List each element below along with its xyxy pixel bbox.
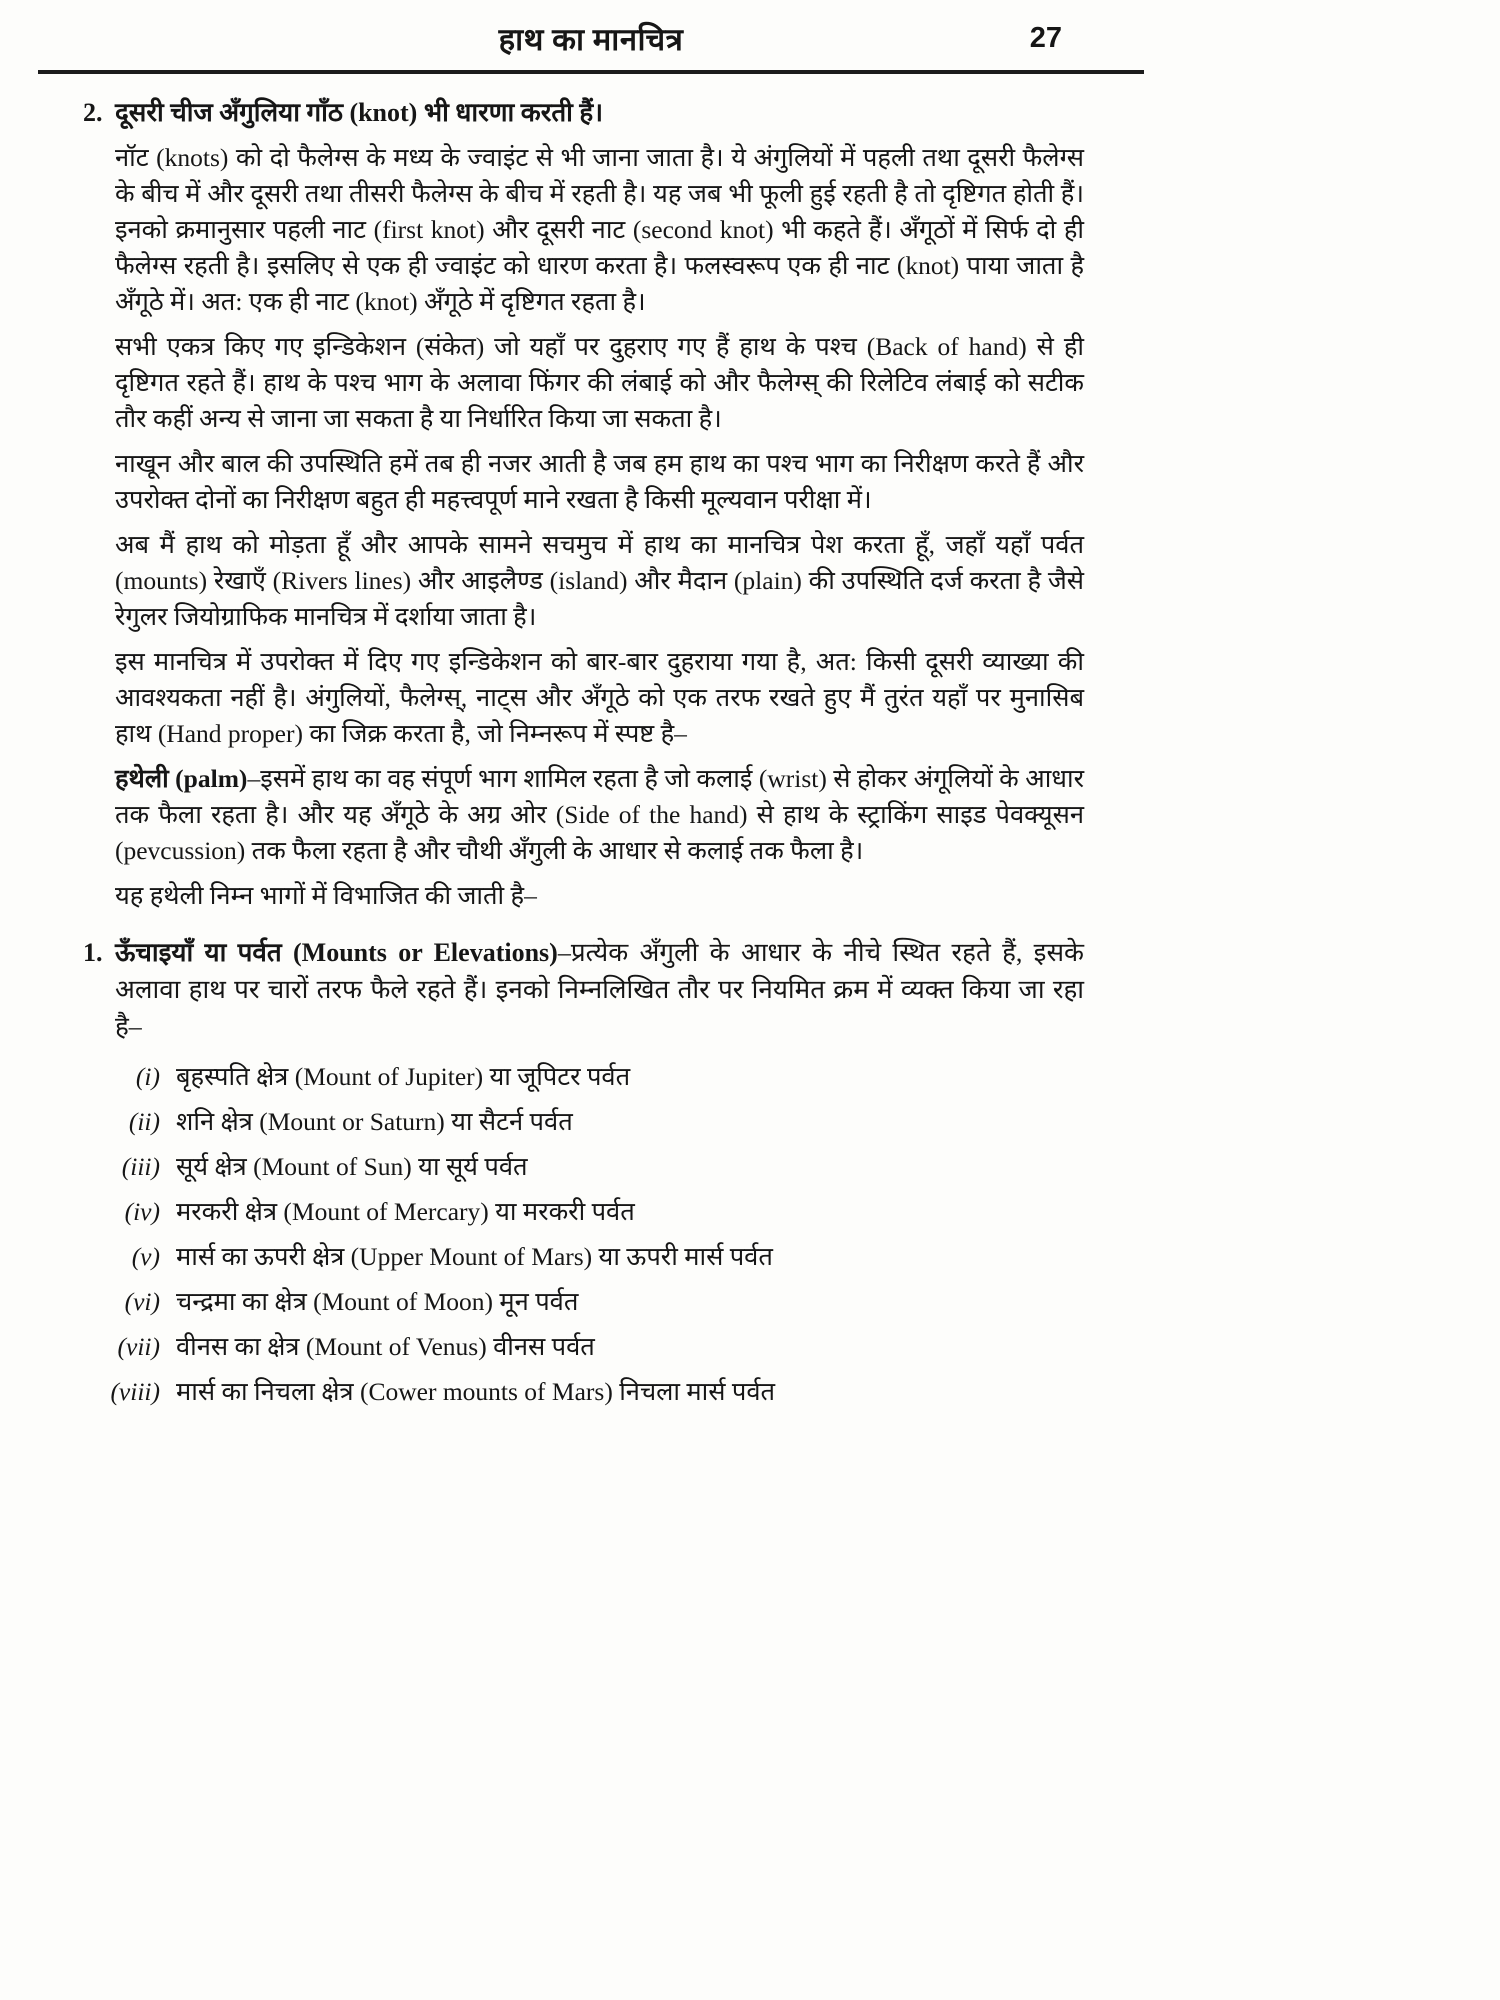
list-item	[38, 1374, 1084, 1409]
page-header	[38, 18, 1144, 66]
section-heading-text: दूसरी चीज अँगुलिया गाँठ (knot) भी धारणा करती हैं।	[115, 98, 604, 127]
list-item	[38, 1284, 1084, 1319]
paragraph-palm	[115, 761, 1084, 869]
section-number: 2.	[83, 98, 103, 127]
list-item	[38, 1194, 1084, 1229]
section-number: 1.	[83, 938, 103, 967]
paragraph-hand-proper: इस मानचित्र में उपरोक्त में दिए गए इन्डिकेशन को बार-बार दुहराया गया है, अत: किसी दूसरी व्याख्या की आवश्यकता नहीं है। अंगुलियों, फैलेग्स्, नाट्स और अँगूठे को एक तरफ रखते हुए मैं तुरंत यहाँ पर मुनासिब हाथ (Hand proper) का जिक्र करता है, जो निम्नरूप में स्पष्ट है–	[115, 647, 1084, 748]
list-item	[38, 1059, 1084, 1094]
list-item-text: मार्स का निचला क्षेत्र (Cower mounts of Mars) निचला मार्स पर्वत	[176, 1377, 776, 1406]
transition-line: यह हथेली निम्न भागों में विभाजित की जाती है–	[115, 881, 537, 910]
list-item-text: वीनस का क्षेत्र (Mount of Venus) वीनस पर्वत	[176, 1332, 595, 1361]
paragraph-knots: नॉट (knots) को दो फैलेग्स के मध्य के ज्वाइंट से भी जाना जाता है। ये अंगुलियों में पहली तथा दूसरी फैलेग्स के बीच में और दूसरी तथा तीसरी फैलेग्स के बीच में रहती है। यह जब भी फूली हुई रहती है तो दृष्टिगत होती हैं। इनको क्रमानुसार पहली नाट (first knot) और दूसरी नाट (second knot) भी कहते हैं। अँगूठों में सिर्फ दो ही फैलेग्स रहती है। इसलिए से एक ही ज्वाइंट को धारण करता है। फलस्वरूप एक ही नाट (knot) पाया जाता है अँगूठे में। अत: एक ही नाट (knot) अँगूठे में दृष्टिगत रहता है।	[115, 143, 1084, 316]
list-item-numeral: (ii)	[128, 1107, 160, 1136]
list-item	[38, 1149, 1084, 1184]
page-content	[38, 18, 1144, 1409]
list-item-text: चन्द्रमा का क्षेत्र (Mount of Moon) मून पर्वत	[176, 1287, 579, 1316]
list-item-numeral: (iii)	[121, 1152, 160, 1181]
page-number: 27	[1029, 22, 1062, 54]
header-rule	[38, 70, 1144, 74]
list-item-text: बृहस्पति क्षेत्र (Mount of Jupiter) या जूपिटर पर्वत	[176, 1062, 631, 1091]
list-item	[38, 1104, 1084, 1139]
mounts-body: –प्रत्येक अँगुली के आधार के नीचे स्थित रहते हैं, इसके अलावा हाथ पर चारों तरफ फैले रहते हैं। इनको निम्नलिखित तौर पर नियमित क्रम में व्यक्त किया जा रहा है–	[115, 938, 1084, 1041]
mounts-lead: ऊँचाइयाँ या पर्वत (Mounts or Elevations)	[115, 938, 558, 967]
list-item-text: मरकरी क्षेत्र (Mount of Mercary) या मरकरी पर्वत	[176, 1197, 635, 1226]
list-item-numeral: (i)	[135, 1062, 160, 1091]
paragraph-hand-map: अब मैं हाथ को मोड़ता हूँ और आपके सामने सचमुच में हाथ का मानचित्र पेश करता हूँ, जहाँ यहाँ पर्वत (mounts) रेखाएँ (Rivers lines) और आइलैण्ड (island) और मैदान (plain) की उपस्थिति दर्ज करता है जैसे रेगुलर जियोग्राफिक मानचित्र में दर्शाया जाता है।	[115, 530, 1084, 631]
list-item-numeral: (viii)	[110, 1377, 160, 1406]
list-item-numeral: (vii)	[117, 1332, 160, 1361]
list-item	[38, 1329, 1084, 1364]
list-item-text: मार्स का ऊपरी क्षेत्र (Upper Mount of Mars) या ऊपरी मार्स पर्वत	[176, 1242, 773, 1271]
list-item	[38, 1239, 1084, 1274]
section-heading-mounts	[38, 934, 1084, 1045]
section-heading-text	[115, 934, 1084, 1045]
paragraph-back-of-hand: सभी एकत्र किए गए इन्डिकेशन (संकेत) जो यहाँ पर दुहराए गए हैं हाथ के पश्च (Back of hand) से ही दृष्टिगत रहते हैं। हाथ के पश्च भाग के अलावा फिंगर की लंबाई को और फैलेग्स् की रिलेटिव लंबाई को सटीक तौर कहीं अन्य से जाना जा सकता है या निर्धारित किया जा सकता है।	[115, 332, 1084, 433]
list-item-numeral: (iv)	[124, 1197, 160, 1226]
list-item-text: शनि क्षेत्र (Mount or Saturn) या सैटर्न पर्वत	[176, 1107, 573, 1136]
palm-body: –इसमें हाथ का वह संपूर्ण भाग शामिल रहता है जो कलाई (wrist) से होकर अंगूलियों के आधार तक फैला रहता है। और यह अँगूठे के अग्र ओर (Side of the hand) से हाथ के स्ट्राकिंग साइड पेवक्यूसन (pevcussion) तक फैला रहता है और चौथी अँगुली के आधार से कलाई तक फैला है।	[115, 764, 1084, 865]
list-item-numeral: (vi)	[124, 1287, 160, 1316]
list-item-text: सूर्य क्षेत्र (Mount of Sun) या सूर्य पर्वत	[176, 1152, 528, 1181]
mounts-list	[38, 1059, 1084, 1409]
palm-lead: हथेली (palm)	[115, 764, 248, 793]
page-title: हाथ का मानचित्र	[498, 22, 684, 57]
paragraph-nails-hair: नाखून और बाल की उपस्थिति हमें तब ही नजर आती है जब हम हाथ का पश्च भाग का निरीक्षण करते हैं और उपरोक्त दोनों का निरीक्षण बहुत ही महत्त्वपूर्ण माने रखता है किसी मूल्यवान परीक्षा में।	[115, 449, 1084, 514]
section-heading-knot	[38, 94, 1084, 131]
list-item-numeral: (v)	[131, 1242, 160, 1271]
